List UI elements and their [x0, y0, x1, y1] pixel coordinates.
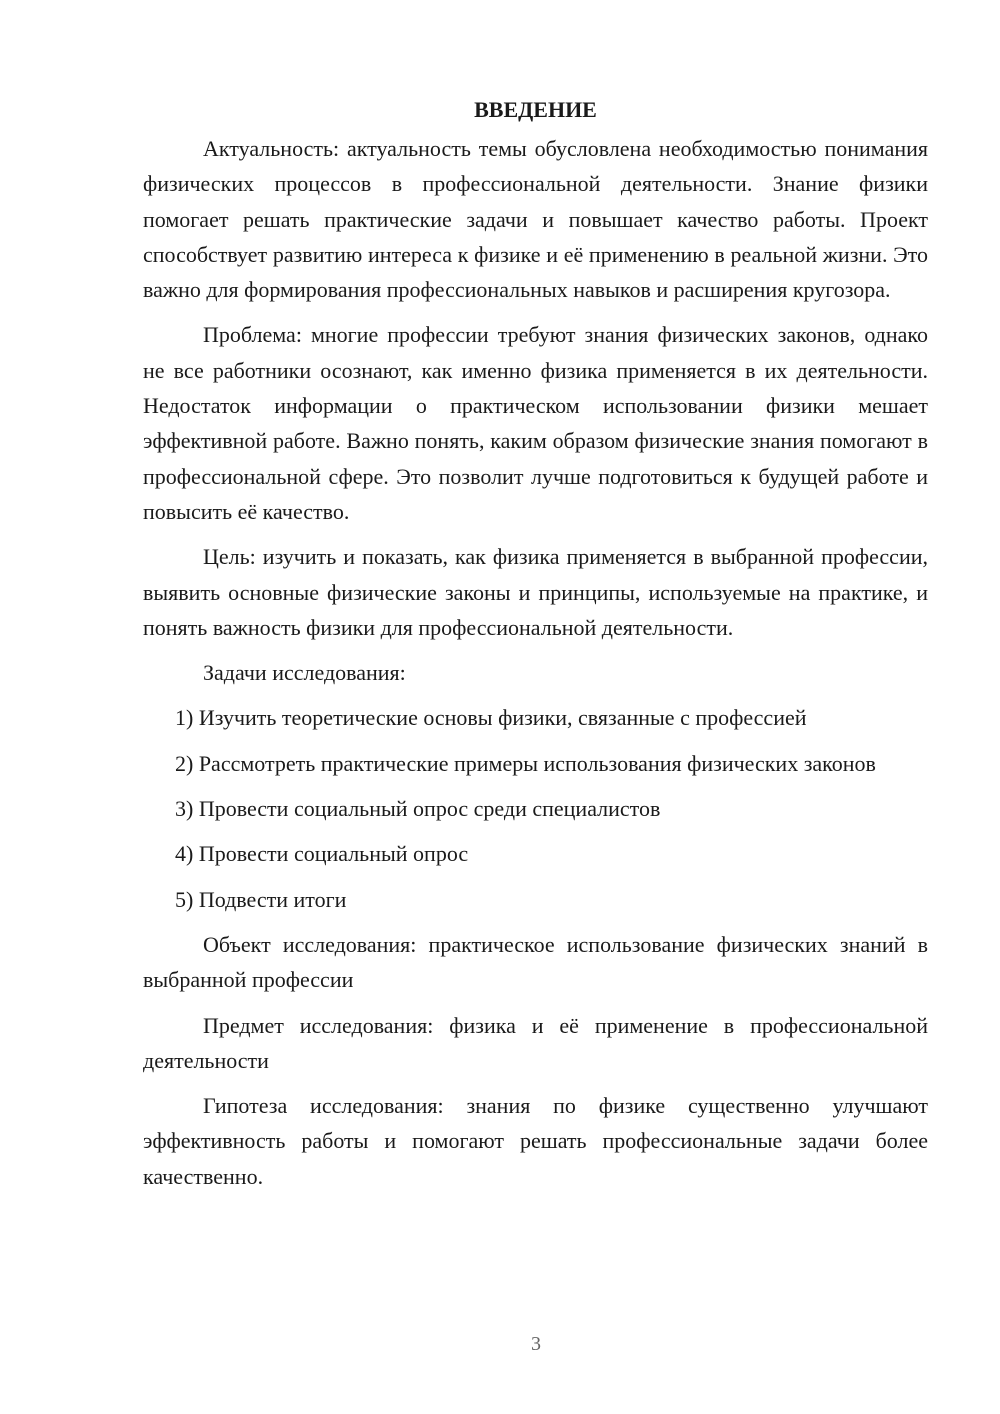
paragraph-subject: Предмет исследования: физика и её применение в профессиональной деятельности: [143, 1012, 928, 1073]
list-item: 3) Провести социальный опрос среди специалистов: [175, 796, 661, 822]
paragraph-relevance: Актуальность: актуальность темы обусловлена необходимостью понимания физических процессов в профессиональной деятельности. Знание физики помогает решать практические задачи и повышает качество работы. Проект способствует развитию интереса к физике и её применению в реальной жизни. Это важно для формирования профессиональных навыков и расширения кругозора.: [143, 136, 928, 303]
paragraph-hypothesis: Гипотеза исследования: знания по физике существенно улучшают эффективность работы и помогают решать профессиональные задачи более качественно.: [143, 1093, 928, 1189]
tasks-title: Задачи исследования:: [203, 660, 406, 686]
tasks-list: [143, 700, 928, 916]
paragraph-problem: Проблема: многие профессии требуют знания физических законов, однако не все работники осознают, как именно физика применяется в их деятельности. Недостаток информации о практическом использовании физики мешает эффективной работе. Важно понять, каким образом физические знания помогают в профессиональной сфере. Это позволит лучше подготовиться к будущей работе и повысить её качество.: [143, 322, 928, 524]
page-title: ВВЕДЕНИЕ: [474, 97, 597, 122]
list-item: 1) Изучить теоретические основы физики, связанные с профессией: [175, 705, 807, 731]
paragraph-object: Объект исследования: практическое использование физических знаний в выбранной профессии: [143, 931, 928, 993]
list-item: 2) Рассмотреть практические примеры использования физических законов: [175, 750, 876, 776]
page-number: 3: [531, 1333, 541, 1355]
paragraph-goal: Цель: изучить и показать, как физика применяется в выбранной профессии, выявить основные физические законы и принципы, используемые на практике, и понять важность физики для профессиональной деятельности.: [143, 544, 928, 640]
list-item: 4) Провести социальный опрос: [175, 841, 469, 867]
list-item: 5) Подвести итоги: [175, 886, 347, 912]
document-page: [143, 92, 928, 1204]
